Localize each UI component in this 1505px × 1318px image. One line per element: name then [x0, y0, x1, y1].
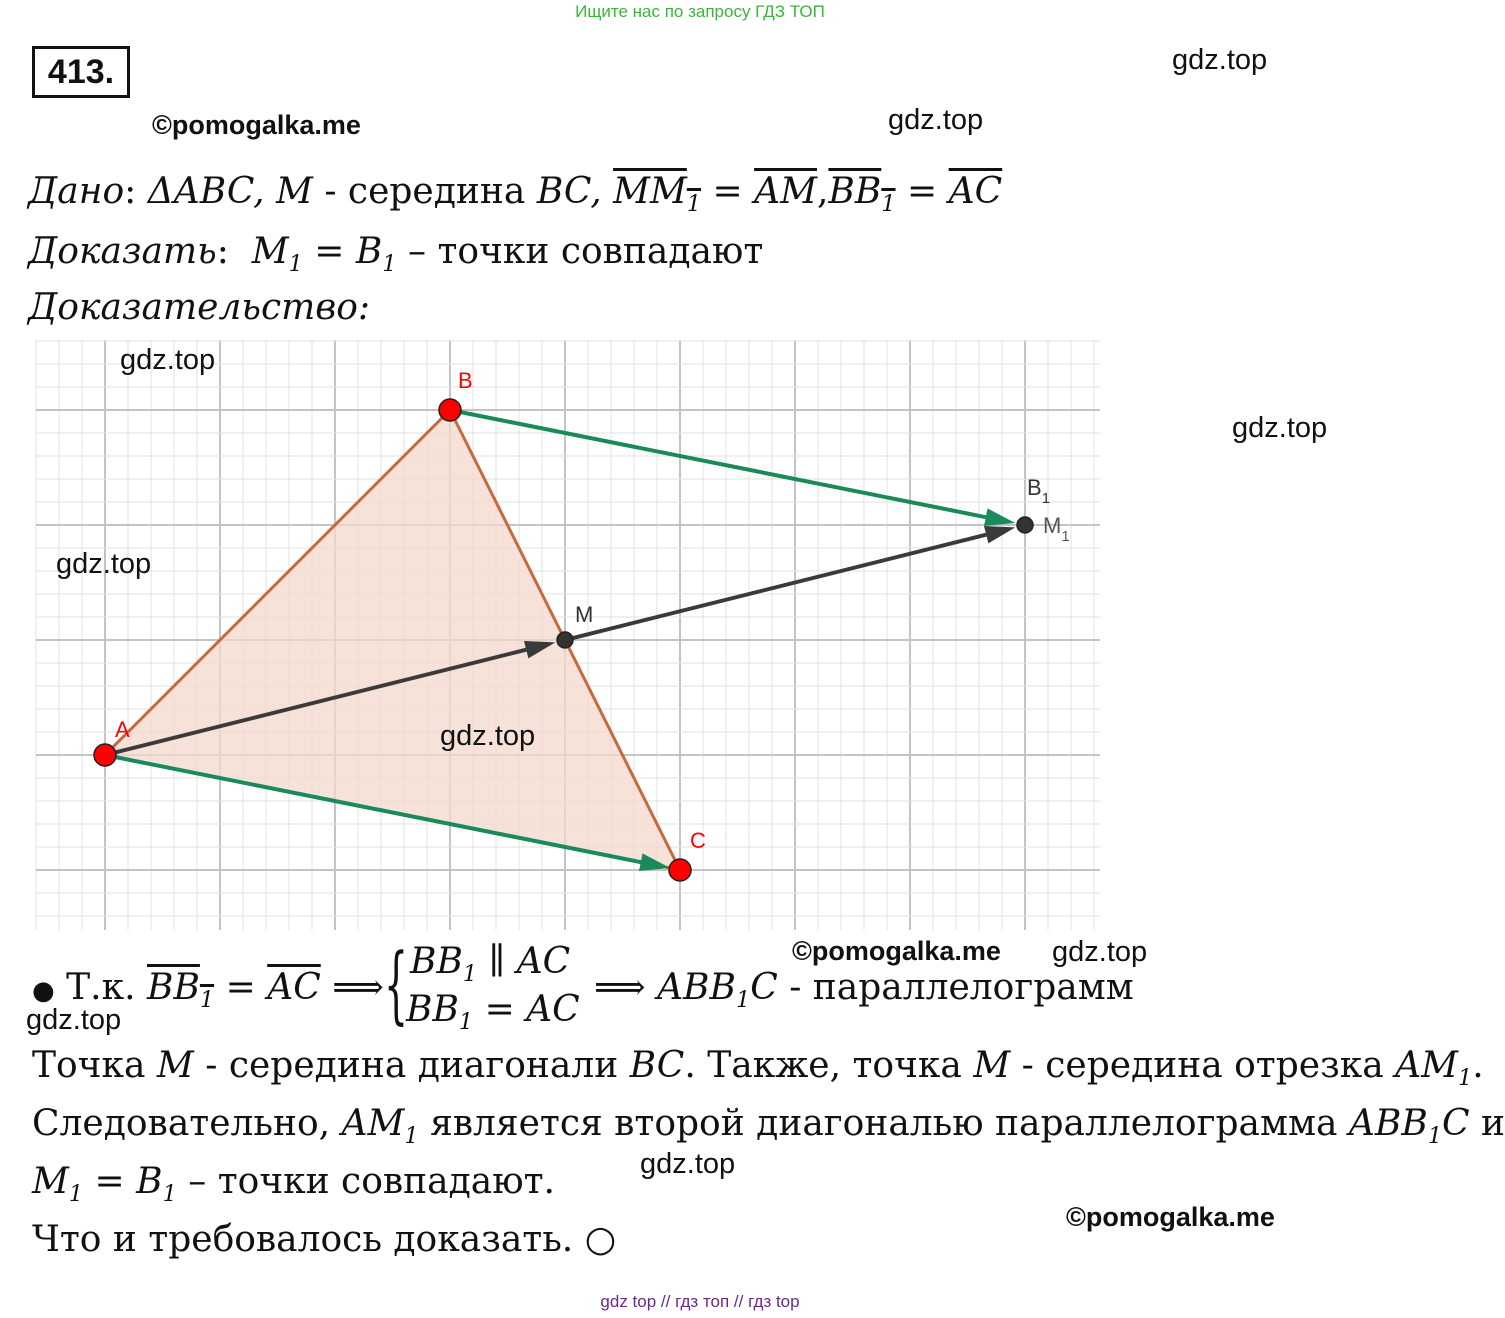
label-c: C [690, 828, 706, 853]
vector-bb1-arrow [450, 410, 986, 517]
prove-label: Доказать [28, 231, 217, 272]
proof-conclusion: Что и требовалось доказать. ○ [32, 1219, 617, 1260]
label-m1: $M_1$ [1043, 513, 1070, 545]
watermark-gdz: gdz.top [26, 1004, 122, 1036]
watermark-gdz: gdz.top [888, 104, 984, 136]
bullet: ● [32, 976, 55, 1006]
watermark-pomogalka: ©pomogalka.me [152, 110, 361, 140]
point-m1: $M_1$ [251, 231, 303, 278]
vector-mm1: $MM_1$ [613, 171, 702, 218]
point-c [669, 859, 691, 881]
watermark-gdz: gdz.top [1232, 412, 1328, 444]
vector-ac: $\overline{AC}$ [267, 967, 321, 1008]
system-brace: { [384, 935, 409, 1033]
system-line-1: $BB_1$ ∥ AC [410, 941, 571, 988]
label-b: B [458, 368, 473, 393]
point-b1: $B_1$ [355, 231, 397, 278]
watermark-gdz: gdz.top [640, 1148, 736, 1180]
given-line: Дано: ΔABC, M - середина BC, $MM_1 = \overline{AM},BB_1 = \overline{AC}$ [28, 171, 1003, 218]
proof-label: Доказательство: [28, 287, 371, 328]
equals-sign: = [314, 231, 345, 272]
parallelogram-text: - параллелограмм [789, 967, 1134, 1008]
vector-bb1: $BB_1$ [147, 967, 215, 1014]
implies-sign: ⟹ [332, 967, 384, 1008]
point-m [557, 632, 573, 648]
watermark-pomogalka: ©pomogalka.me [792, 936, 1001, 966]
segment-bc: BC, [536, 171, 602, 212]
comma: , [816, 171, 829, 212]
system-line-2: $BB_1$ = AC [406, 989, 580, 1036]
equals-sign: = [907, 171, 938, 212]
watermark-pomogalka: ©pomogalka.me [1066, 1202, 1275, 1232]
given-label: Дано [28, 171, 125, 212]
proof-line-3: Следовательно, $AM_1$ является второй диагональю параллелограмма $ABB_1C$ и [32, 1103, 1505, 1150]
footer-links: gdz top // гдз топ // гдз top [600, 1292, 800, 1311]
triangle-abc: ΔABC, [147, 171, 265, 212]
midpoint-text: - середина [324, 171, 526, 212]
point-b [439, 399, 461, 421]
tk-text: Т.к. [66, 967, 136, 1008]
label-a: A [115, 717, 130, 742]
watermark-gdz: gdz.top [120, 344, 216, 376]
point-m: M [275, 171, 313, 212]
quad-abb1c: $ABB_1C$ [657, 967, 778, 1014]
vector-am: $\overline{AM}$ [754, 171, 817, 212]
vector-bb1-arrow-head [984, 508, 1015, 526]
vector-bb1: $BB_1$ [828, 171, 896, 218]
prove-text: – точки совпадают [408, 231, 764, 272]
top-banner: Ищите нас по запросу ГДЗ ТОП [575, 2, 825, 21]
label-m: M [575, 602, 594, 627]
task-number: 413. [32, 46, 130, 98]
label-b1: $B_1$ [1027, 475, 1051, 507]
watermark-gdz: gdz.top [1052, 936, 1148, 968]
point-a [94, 744, 116, 766]
prove-line: Доказать: $M_1 = B_1$ – точки совпадают [28, 231, 764, 278]
equals-sign: = [712, 171, 743, 212]
equals-sign: = [225, 967, 256, 1008]
proof-line-2: Точка M - середина диагонали BC. Также, точка M - середина отрезка $AM_1$. [32, 1045, 1484, 1092]
watermark-gdz: gdz.top [440, 720, 536, 752]
vector-mm1-arrow [565, 535, 986, 640]
proof-line-4: $M_1 = B_1$ – точки совпадают. [32, 1161, 555, 1208]
vector-ac: $\overline{AC}$ [948, 171, 1003, 212]
vector-mm1-arrow-head [984, 526, 1015, 543]
point-m1 [1017, 517, 1033, 533]
implies-sign: ⟹ [594, 967, 646, 1008]
watermark-gdz: gdz.top [1172, 44, 1268, 76]
step1-right [594, 968, 1134, 1020]
watermark-gdz: gdz.top [56, 548, 152, 580]
